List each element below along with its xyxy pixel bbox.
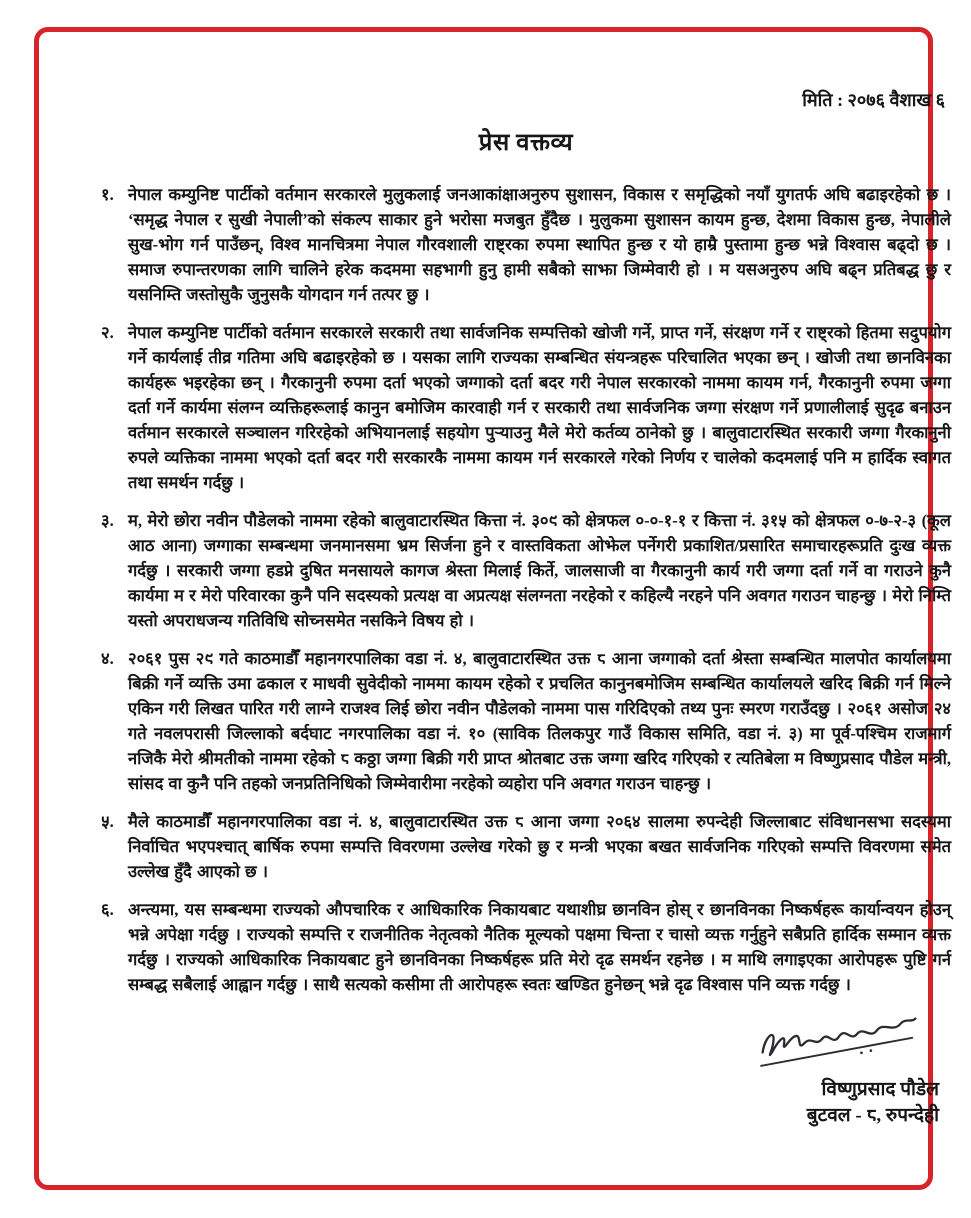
- signatory-name: विष्णुप्रसाद पौडेल: [821, 1079, 939, 1100]
- paragraph-number: ५.: [101, 812, 114, 831]
- document-title: प्रेस वक्तव्य: [478, 130, 574, 156]
- signatory-address: बुटवल - ८, रुपन्देही: [806, 1105, 939, 1126]
- paragraph-row: [101, 809, 951, 884]
- paragraph-number: ३.: [101, 511, 114, 530]
- paragraph-text: म, मेरो छोरा नवीन पौडेलको नाममा रहेको बालुवाटारस्थित कित्ता नं. ३०९ को क्षेत्रफल ०-०-१-१ र कित्ता नं. ३१५ को क्षेत्रफल ०-७-२-३ (कूल आठ आना) जग्गाका सम्बन्धमा जनमानसमा भ्रम सिर्जना हुने र वास्तविकता ओझेल पर्नेगरी प्रकाशित/प्रसारित समाचारहरूप्रति दुःख व्यक्त गर्दछु । सरकारी जग्गा हडप्ने दुषित मनसायले कागज श्रेस्ता मिलाई किर्ते, जालसाजी वा गैरकानुनी कार्य गरी जग्गा दर्ता गर्ने वा गराउने कुनै कार्यमा म र मेरो परिवारका कुनै पनि सदस्यको प्रत्यक्ष वा अप्रत्यक्ष संलग्नता नरहेको र कहिल्यै नरहने पनि अवगत गराउन चाहन्छु । मेरो निम्ति यस्तो अपराधजन्य गतिविधि सोच्नसमेत नसकिने विषय हो ।: [128, 511, 951, 630]
- paragraph-text: २०६१ पुस २९ गते काठमाडौँ महानगरपालिका वडा नं. ४, बालुवाटारस्थित उक्त ८ आना जग्गाको दर्ता श्रेस्ता सम्बन्धित मालपोत कार्यालयमा बिक्री गर्ने व्यक्ति उमा ढकाल र माधवी सुवेदीको नाममा कायम रहेको र प्रचलित कानुनबमोजिम सम्बन्धित कार्यालयले खरिद बिक्री गर्न मिल्ने एकिन गरी लिखत पारित गरी लाग्ने राजश्व लिई छोरा नवीन पौडेलको नाममा पास गरिदिएको तथ्य पुनः स्मरण गराउँदछु । २०६१ असोज २४ गते नवलपरासी जिल्लाको बर्दघाट नगरपालिका वडा नं. १० (साविक तिलकपुर गाउँ विकास समिति, वडा नं. ३) मा पूर्व-पश्चिम राजमार्ग नजिकै मेरो श्रीमतीको नाममा रहेको ८ कठ्ठा जग्गा बिक्री गरी प्राप्त श्रोतबाट उक्त जग्गा खरिद गरिएको र त्यतिबेला म विष्णुप्रसाद पौडेल मन्त्री, सांसद वा कुनै पनि तहको जनप्रतिनिधिको जिम्मेवारीमा नरहेको व्यहोरा पनि अवगत गराउन चाहन्छु ।: [128, 649, 951, 793]
- paragraph-row: [101, 508, 951, 633]
- paragraph-row: [101, 182, 951, 307]
- signature-block: [101, 1011, 951, 1129]
- paragraph-number: ४.: [101, 649, 114, 668]
- paragraph-text: नेपाल कम्युनिष्ट पार्टीको वर्तमान सरकारले मुलुकलाई जनआकांक्षाअनुरुप सुशासन, विकास र समृद्धिको नयाँ युगतर्फ अघि बढाइरहेको छ । ‘समृद्ध नेपाल र सुखी नेपाली’को संकल्प साकार हुने भरोसा मजबुत हुँदैछ । मुलुकमा सुशासन कायम हुन्छ, देशमा विकास हुन्छ, नेपालीले सुख-भोग गर्न पाउँछन्, विश्व मानचित्रमा नेपाल गौरवशाली राष्ट्रका रुपमा स्थापित हुन्छ र यो हाम्रै पुस्तामा हुन्छ भन्ने विश्वास बढ्दो छ । समाज रुपान्तरणका लागि चालिने हरेक कदममा सहभागी हुनु हामी सबैको साझा जिम्मेवारी हो । म यसअनुरुप अघि बढ्न प्रतिबद्ध छु र यसनिम्ति जस्तोसुकै जुनुसकै योगदान गर्न तत्पर छु ।: [128, 185, 951, 304]
- red-border-frame: [34, 27, 951, 1190]
- paragraph-number: ६.: [101, 900, 114, 919]
- paragraph-number: २.: [101, 323, 114, 342]
- handwritten-signature-icon: [748, 1008, 940, 1079]
- paragraph-text: मैले काठमाडौँ महानगरपालिका वडा नं. ४, बालुवाटारस्थित उक्त ८ आना जग्गा २०६४ सालमा रुपन्देही जिल्लाबाट संविधानसभा सदस्यमा निर्वाचित भएपश्चात् बार्षिक रुपमा सम्पत्ति विवरणमा उल्लेख गरेको छु र मन्त्री भएका बखत सार्वजनिक गरिएको सम्पत्ति विवरणमा समेत उल्लेख हुँदै आएको छ ।: [128, 812, 951, 881]
- paragraph-list: [101, 182, 951, 997]
- paragraph-number: १.: [101, 185, 114, 204]
- paragraph-text: अन्त्यमा, यस सम्बन्धमा राज्यको औपचारिक र आधिकारिक निकायबाट यथाशीघ्र छानविन होस् र छानविनका निष्कर्षहरू कार्यान्वयन होउन् भन्ने अपेक्षा गर्दछु । राज्यको सम्पत्ति र राजनीतिक नेतृत्वको नैतिक मूल्यको पक्षमा चिन्ता र चासो व्यक्त गर्नुहुने सबैप्रति हार्दिक सम्मान व्यक्त गर्दछु । राज्यको आधिकारिक निकायबाट हुने छानविनका निष्कर्षहरू प्रति मेरो दृढ समर्थन रहनेछ । म माथि लगाइएका आरोपहरू पुष्टि गर्न सम्बद्ध सबैलाई आह्वान गर्दछु । साथै सत्यको कसीमा ती आरोपहरू स्वतः खण्डित हुनेछन् भन्ने दृढ विश्वास पनि व्यक्त गर्दछु ।: [128, 900, 951, 994]
- paragraph-row: [101, 646, 951, 796]
- paragraph-row: [101, 320, 951, 495]
- document-content: [101, 88, 951, 1129]
- paragraph-text: नेपाल कम्युनिष्ट पार्टीको वर्तमान सरकारले सरकारी तथा सार्वजनिक सम्पत्तिको खोजी गर्ने, प्राप्त गर्ने, संरक्षण गर्ने र राष्ट्रको हितमा सदुपयोग गर्ने कार्यलाई तीव्र गतिमा अघि बढाइरहेको छ । यसका लागि राज्यका सम्बन्धित संयन्त्रहरू परिचालित भएका छन् । खोजी तथा छानविनका कार्यहरू भइरहेका छन् । गैरकानुनी रुपमा दर्ता भएको जग्गाको दर्ता बदर गरी नेपाल सरकारको नाममा कायम गर्न, गैरकानुनी रुपमा जग्गा दर्ता गर्ने कार्यमा संलग्न व्यक्तिहरूलाई कानुन बमोजिम कारवाही गर्न र सरकारी तथा सार्वजनिक जग्गा संरक्षण गर्ने प्रणालीलाई सुदृढ बनाउन वर्तमान सरकारले सञ्चालन गरिरहेको अभियानलाई सहयोग पुऱ्याउनु मैले मेरो कर्तव्य ठानेको छु । बालुवाटारस्थित सरकारी जग्गा गैरकानुनी रुपले व्यक्तिका नाममा भएको दर्ता बदर गरी सरकारकै नाममा कायम गर्न सरकारले गरेको निर्णय र चालेको कदमलाई पनि म हार्दिक स्वागत तथा समर्थन गर्दछु ।: [128, 323, 951, 492]
- document-date: मिति : २०७६ वैशाख ६: [802, 90, 945, 110]
- paragraph-row: [101, 897, 951, 997]
